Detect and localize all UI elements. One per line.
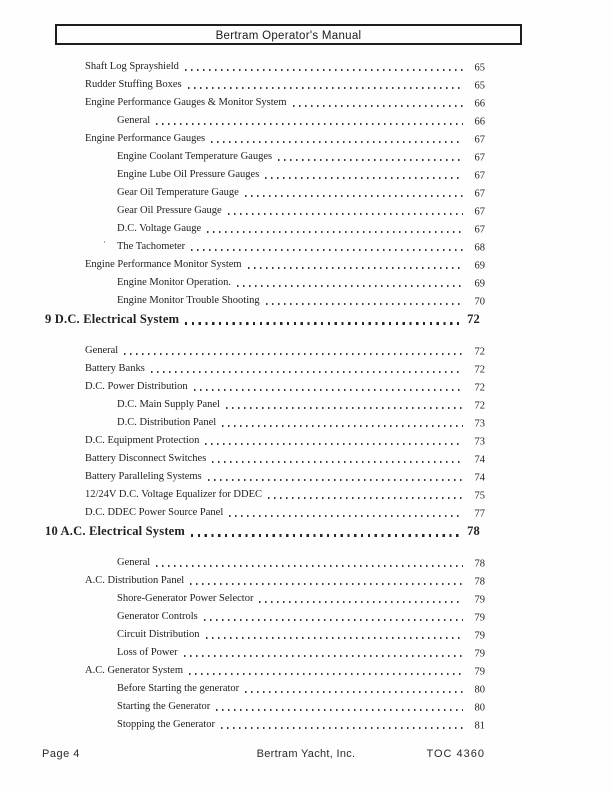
toc-entry-row [45, 110, 485, 128]
toc-entry-row [45, 588, 485, 606]
toc-entry-label: A.C. Distribution Panel [85, 575, 185, 586]
toc-entry-row [45, 358, 485, 376]
toc-heading-row [45, 520, 485, 540]
dot-leader [226, 407, 463, 409]
dot-leader [207, 231, 463, 233]
toc-entry-label: Engine Monitor Trouble Shooting [117, 295, 260, 306]
toc-entry-label: Engine Coolant Temperature Gauges [117, 151, 273, 162]
dot-leader [124, 353, 463, 355]
toc-entry-row [45, 412, 485, 430]
toc-entry-label: Stopping the Generator [117, 719, 215, 730]
toc-entry-label: Gear Oil Temperature Gauge [117, 187, 239, 198]
toc-entry-label: Generator Controls [117, 611, 198, 622]
toc-entry-label: Circuit Distribution [117, 629, 200, 640]
toc-entry-page: 65 [474, 62, 485, 74]
toc-entry-label: General [117, 115, 151, 126]
toc-entry-page: 80 [474, 684, 485, 696]
toc-entry-page: 78 [474, 558, 485, 570]
dot-leader [245, 691, 463, 693]
toc-entry-row [45, 164, 485, 182]
toc-entry-row [45, 660, 485, 678]
toc-entry-page: 66 [474, 98, 485, 110]
dot-leader [237, 285, 463, 287]
toc-entry-label: Engine Lube Oil Pressure Gauges [117, 169, 260, 180]
toc-entry-page: 79 [474, 594, 485, 606]
toc-entry-row [45, 218, 485, 236]
toc-entry-page: 74 [474, 472, 485, 484]
dot-leader [265, 177, 463, 179]
dot-leader [212, 461, 463, 463]
toc-section [45, 308, 485, 520]
toc-entry-row [45, 272, 485, 290]
toc-entry-label: Loss of Power [117, 647, 178, 658]
toc-section [45, 520, 485, 732]
toc-entry-page: 77 [474, 508, 485, 520]
toc-entry-row [45, 570, 485, 588]
toc-entry-label: Engine Monitor Operation. [117, 277, 232, 288]
toc-entry-label: Battery Banks [85, 363, 145, 374]
manual-title: Bertram Operator's Manual [215, 29, 362, 42]
toc-entry-row [45, 624, 485, 642]
toc-entry-row [45, 74, 485, 92]
toc-entry-page: 67 [474, 206, 485, 218]
toc-entry-page: 79 [474, 666, 485, 678]
dot-leader [184, 655, 463, 657]
dot-leader [228, 213, 463, 215]
footer-page-number: Page 4 [42, 748, 80, 760]
toc-entry-label: D.C. Equipment Protection [85, 435, 200, 446]
toc-entry-row [45, 484, 485, 502]
toc-entry-row [45, 236, 485, 254]
toc-entry-label: Engine Performance Gauges [85, 133, 206, 144]
toc-entry-row [45, 606, 485, 624]
toc-entry-label: D.C. DDEC Power Source Panel [85, 507, 224, 518]
toc-entry-row [45, 430, 485, 448]
dot-leader [268, 497, 463, 499]
toc-entry-row [45, 502, 485, 520]
toc-entry-row [45, 376, 485, 394]
toc-entry-page: 72 [474, 382, 485, 394]
dot-leader [248, 267, 463, 269]
toc-entry-label: Before Starting the generator [117, 683, 240, 694]
page-header-box [55, 24, 522, 45]
toc-entry-page: 67 [474, 188, 485, 200]
toc-entry-row [45, 92, 485, 110]
toc-entry-page: 69 [474, 278, 485, 290]
dot-leader [191, 249, 463, 251]
toc-entry-row [45, 714, 485, 732]
toc-entry-label: D.C. Main Supply Panel [117, 399, 220, 410]
toc-entry-page: 68 [474, 242, 485, 254]
dot-leader [151, 371, 463, 373]
toc-entry-row [45, 56, 485, 74]
dot-leader [278, 159, 463, 161]
dot-leader [205, 443, 463, 445]
toc-entry-page: 79 [474, 648, 485, 660]
toc-entry-page: 67 [474, 134, 485, 146]
toc-entry-page: 72 [474, 346, 485, 358]
dot-leader [206, 637, 463, 639]
toc-entry-row [45, 678, 485, 696]
toc-entry-page: 79 [474, 612, 485, 624]
dot-leader [211, 141, 463, 143]
stray-dot-mark: · [103, 237, 106, 247]
toc-entry-label: D.C. Distribution Panel [117, 417, 217, 428]
toc-entry-page: 78 [474, 576, 485, 588]
dot-leader [189, 673, 463, 675]
dot-leader [266, 303, 463, 305]
dot-leader [156, 565, 463, 567]
dot-leader [191, 534, 459, 536]
toc-entry-page: 66 [474, 116, 485, 128]
dot-leader [194, 389, 463, 391]
toc-entry-row [45, 128, 485, 146]
toc-entry-row [45, 552, 485, 570]
toc-entry-label: Battery Disconnect Switches [85, 453, 207, 464]
toc-entry-label: Engine Performance Monitor System [85, 259, 242, 270]
toc-heading-page: 72 [467, 312, 480, 326]
dot-leader [188, 87, 463, 89]
toc-entry-row [45, 200, 485, 218]
toc-entry-page: 67 [474, 224, 485, 236]
toc-entry-page: 80 [474, 702, 485, 714]
toc-entry-row [45, 146, 485, 164]
toc-entry-row [45, 696, 485, 714]
dot-leader [204, 619, 463, 621]
toc-entry-page: 81 [474, 720, 485, 732]
toc-heading-row [45, 308, 485, 328]
toc-entry-page: 73 [474, 418, 485, 430]
toc-entry-label: General [117, 557, 151, 568]
dot-leader [190, 583, 463, 585]
toc-heading-label: 10 A.C. Electrical System [45, 524, 186, 538]
toc-entry-page: 70 [474, 296, 485, 308]
toc-entry-row [45, 340, 485, 358]
toc-entry-page: 67 [474, 170, 485, 182]
toc-entry-row [45, 290, 485, 308]
dot-leader [156, 123, 463, 125]
toc-entry-label: D.C. Voltage Gauge [117, 223, 202, 234]
toc-entry-label: Battery Paralleling Systems [85, 471, 202, 482]
toc-entry-page: 74 [474, 454, 485, 466]
toc-entry-page: 73 [474, 436, 485, 448]
toc-entry-label: The Tachometer [117, 241, 186, 252]
toc-entry-page: 72 [474, 364, 485, 376]
toc-entry-page: 67 [474, 152, 485, 164]
footer-doc-id: TOC 4360 [426, 748, 485, 760]
toc-entry-page: 79 [474, 630, 485, 642]
toc-entry-row [45, 254, 485, 272]
toc-entry-label: 12/24V D.C. Voltage Equalizer for DDEC [85, 489, 263, 500]
toc-entry-label: D.C. Power Distribution [85, 381, 188, 392]
dot-leader [185, 322, 459, 324]
dot-leader [216, 709, 463, 711]
toc-entry-label: Rudder Stuffing Boxes [85, 79, 182, 90]
dot-leader [222, 425, 463, 427]
toc-section [45, 56, 485, 308]
dot-leader [185, 69, 463, 71]
toc-entry-page: 72 [474, 400, 485, 412]
toc-entry-label: Gear Oil Pressure Gauge [117, 205, 222, 216]
page-footer [0, 748, 612, 764]
toc-heading-label: 9 D.C. Electrical System [45, 312, 180, 326]
footer-company: Bertram Yacht, Inc. [256, 748, 356, 760]
toc-entry-row [45, 642, 485, 660]
toc-entry-row [45, 182, 485, 200]
dot-leader [208, 479, 463, 481]
dot-leader [229, 515, 463, 517]
toc-entry-label: Starting the Generator [117, 701, 211, 712]
table-of-contents [45, 56, 485, 732]
toc-entry-label: Shaft Log Sprayshield [85, 61, 179, 72]
toc-entry-page: 65 [474, 80, 485, 92]
toc-entry-row [45, 466, 485, 484]
dot-leader [259, 601, 463, 603]
toc-entry-label: A.C. Generator System [85, 665, 183, 676]
toc-entry-label: Engine Performance Gauges & Monitor System [85, 97, 287, 108]
toc-entry-page: 69 [474, 260, 485, 272]
toc-entry-row [45, 394, 485, 412]
dot-leader [221, 727, 463, 729]
toc-entry-row [45, 448, 485, 466]
dot-leader [245, 195, 463, 197]
toc-entry-label: General [85, 345, 119, 356]
toc-entry-label: Shore-Generator Power Selector [117, 593, 254, 604]
dot-leader [293, 105, 464, 107]
toc-heading-page: 78 [467, 524, 480, 538]
toc-entry-page: 75 [474, 490, 485, 502]
